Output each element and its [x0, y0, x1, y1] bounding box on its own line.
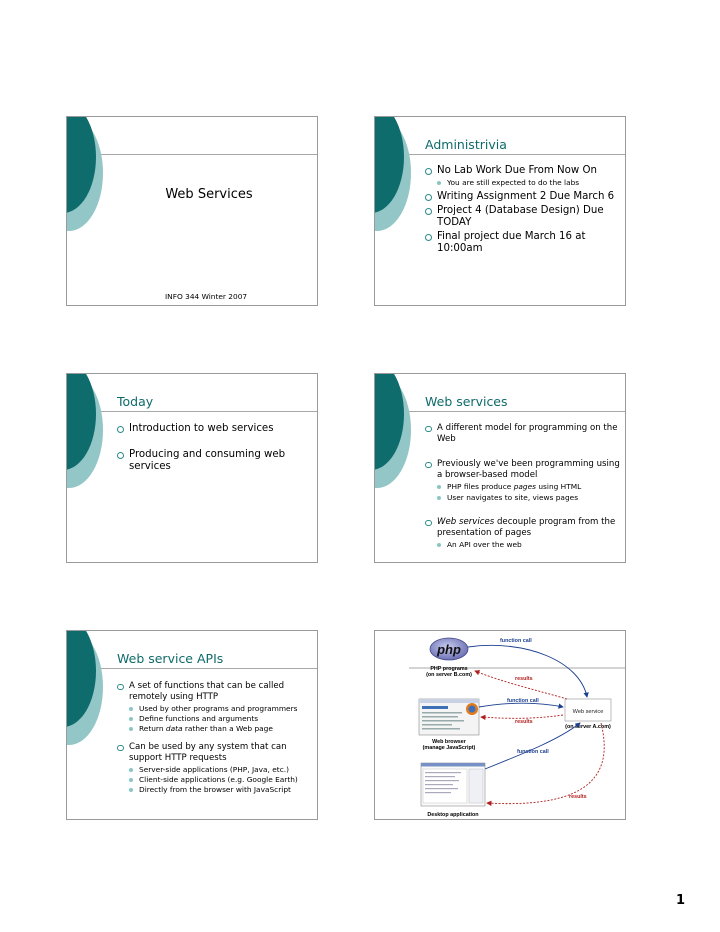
slide-web-service-apis — [66, 630, 318, 820]
sub-bullet-item: Define functions and arguments — [117, 714, 313, 724]
slide-decoration — [67, 374, 107, 562]
sub-bullet-item: Used by other programs and programmers — [117, 704, 313, 714]
web-service-caption: (on server A.com) — [565, 724, 611, 730]
desktop-app-screenshot — [421, 763, 485, 806]
web-service-label: Web service — [572, 709, 604, 715]
slide-today — [66, 373, 318, 563]
presentation-footer: INFO 344 Winter 2007 — [165, 292, 248, 301]
slide-decoration — [67, 117, 107, 305]
sub-bullet-item: Directly from the browser with JavaScript — [117, 785, 313, 795]
result-label-top: results — [515, 676, 533, 682]
sub-bullet-item: Client-side applications (e.g. Google Earth) — [117, 775, 313, 785]
sub-bullet-item: User navigates to site, views pages — [425, 493, 621, 503]
bullet-item: Can be used by any system that can support HTTP requests — [117, 742, 304, 764]
desktop-caption: Desktop application — [427, 812, 479, 818]
bullet-list — [117, 423, 307, 473]
bullet-item: A different model for programming on the Web — [425, 423, 621, 445]
slide-heading: Today — [117, 394, 154, 409]
bullet-list — [117, 681, 313, 795]
sub-bullet-item: You are still expected to do the labs — [425, 178, 621, 188]
slide-title — [66, 116, 318, 306]
web-service-diagram — [375, 631, 625, 819]
php-caption-1: PHP programs — [430, 666, 468, 672]
title-rule — [101, 668, 317, 669]
slide-heading: Administrivia — [425, 137, 507, 152]
title-rule — [409, 411, 625, 412]
bullet-list — [425, 165, 621, 255]
slide-decoration — [67, 631, 107, 819]
result-label-mid: results — [515, 719, 533, 725]
presentation-title: Web Services — [165, 187, 253, 202]
slide-decoration — [375, 374, 415, 562]
slide-diagram — [374, 630, 626, 820]
slide-web-services — [374, 373, 626, 563]
sub-bullet-item: PHP files produce pages using HTML — [425, 482, 621, 492]
sub-bullet-item: Server-side applications (PHP, Java, etc.) — [117, 765, 313, 775]
slide-heading: Web services — [425, 394, 508, 409]
php-caption-2: (on server B.com) — [426, 672, 472, 678]
result-arrow-browser — [481, 715, 563, 718]
slide-decoration — [375, 117, 415, 305]
bullet-item: Introduction to web services — [117, 423, 307, 435]
bullet-list — [425, 423, 621, 550]
page-number: 1 — [676, 893, 686, 908]
php-logo-icon — [430, 638, 468, 660]
php-logo-text: php — [437, 642, 461, 657]
bullet-item: Final project due March 16 at 10:00am — [425, 231, 609, 255]
result-label-low: results — [569, 794, 587, 800]
bullet-item: Producing and consuming web services — [117, 449, 299, 473]
result-arrow-desktop — [487, 723, 604, 804]
browser-caption-1: Web browser — [432, 739, 466, 745]
title-rule — [409, 154, 625, 155]
sub-bullet-item: An API over the web — [425, 540, 621, 550]
slide-heading: Web service APIs — [117, 651, 224, 666]
title-rule — [101, 411, 317, 412]
bullet-item: A set of functions that can be called remotely using HTTP — [117, 681, 289, 703]
call-arrow-php — [468, 645, 587, 697]
bullet-item: Writing Assignment 2 Due March 6 — [425, 191, 621, 203]
browser-caption-2: (manage JavaScript) — [422, 745, 476, 751]
bullet-item: Previously we've been programming using a browser-based model — [425, 459, 621, 481]
title-rule — [101, 154, 317, 155]
web-service-box — [565, 699, 611, 721]
call-label-low: function call — [517, 749, 549, 755]
bullet-item: Web services decouple program from the presentation of pages — [425, 517, 621, 539]
slide-administrivia — [374, 116, 626, 306]
bullet-item: No Lab Work Due From Now On — [425, 165, 621, 177]
bullet-item: Project 4 (Database Design) Due TODAY — [425, 205, 609, 229]
sub-bullet-item: Return data rather than a Web page — [117, 724, 313, 734]
browser-screenshot — [419, 699, 479, 735]
call-label-top: function call — [500, 638, 532, 644]
call-label-mid: function call — [507, 698, 539, 704]
